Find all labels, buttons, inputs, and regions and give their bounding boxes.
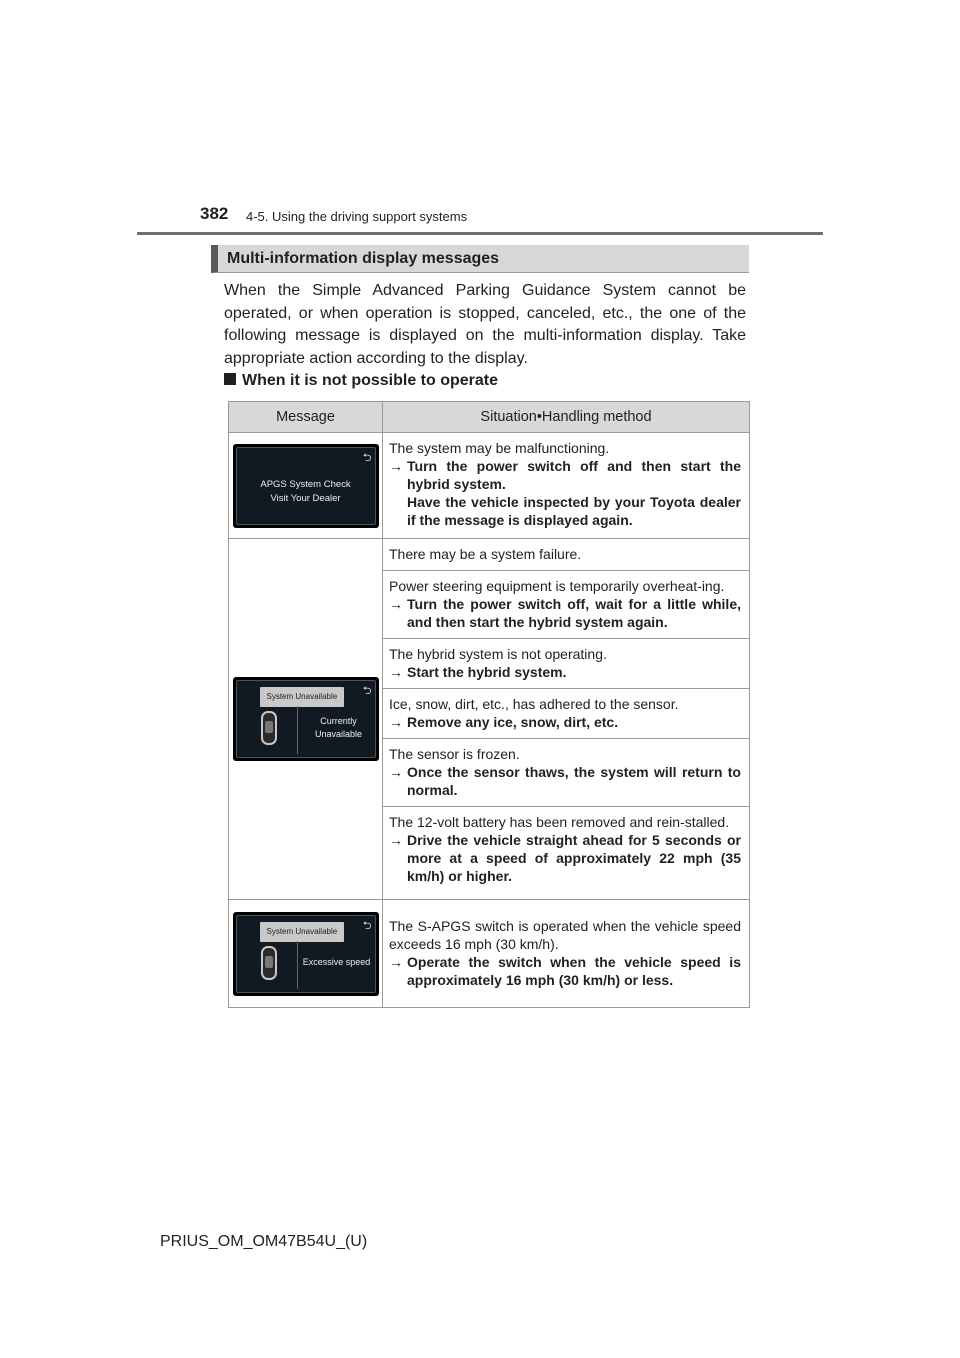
screen-line-1: APGS System Check (260, 478, 351, 490)
situation-text: The system may be malfunctioning. (389, 440, 610, 456)
handling-action (389, 595, 741, 631)
display-screen-excessive-speed (233, 912, 379, 996)
action-text: Start the hybrid system. (407, 664, 567, 680)
vehicle-icon (261, 711, 277, 745)
header-rule (137, 232, 823, 235)
footer-code: PRIUS_OM_OM47B54U_(U) (160, 1233, 368, 1250)
handling-action (389, 763, 741, 799)
table-row (229, 900, 750, 1008)
situation-text: The sensor is frozen. (389, 746, 520, 762)
situation-cell (383, 539, 750, 571)
screen-line-2: Unavailable (314, 729, 363, 739)
action-text: Operate the switch when the vehicle speed is approximately 16 mph (30 km/h) or less. (407, 954, 741, 988)
system-unavailable-label: System Unavailable (260, 922, 345, 942)
section-heading (211, 245, 749, 273)
message-image-cell (229, 539, 383, 900)
situation-text: The S-APGS switch is operated when the vehicle speed exceeds 16 mph (30 km/h). (389, 918, 741, 952)
situation-text: There may be a system failure. (389, 546, 582, 562)
action-text: Turn the power switch off, wait for a little while, and then start the hybrid system again. (407, 596, 741, 630)
situation-cell (383, 571, 750, 639)
arrow-icon: → (389, 764, 403, 780)
situation-text: Power steering equipment is temporarily overheat-ing. (389, 578, 725, 594)
screen-line-2: Visit Your Dealer (270, 492, 341, 504)
situation-text: Ice, snow, dirt, etc., has adhered to the sensor. (389, 696, 679, 712)
message-image-cell (229, 900, 383, 1008)
action-text: Remove any ice, snow, dirt, etc. (407, 714, 619, 730)
subheading (224, 372, 498, 390)
square-bullet-icon (224, 373, 236, 385)
back-arrow-icon: ⮌ (362, 919, 372, 932)
situation-cell (383, 807, 750, 900)
table-row (229, 539, 750, 571)
vehicle-icon (261, 946, 277, 980)
message-image-cell (229, 433, 383, 539)
handling-action (389, 663, 741, 681)
situation-cell (383, 639, 750, 689)
back-arrow-icon: ⮌ (362, 685, 372, 697)
display-screen-system-check (233, 444, 379, 528)
handling-action (389, 457, 741, 529)
table-row (229, 433, 750, 539)
action-text: Once the sensor thaws, the system will return to normal. (407, 764, 741, 798)
subheading-text: When it is not possible to operate (242, 372, 499, 389)
column-header-situation: Situation•Handling method (383, 402, 750, 433)
action-text: Drive the vehicle straight ahead for 5 seconds or more at a speed of approximately 22 mph (35 km/h) or higher. (407, 832, 741, 884)
situation-cell (383, 689, 750, 739)
divider (297, 941, 298, 989)
situation-cell (383, 433, 750, 539)
situation-cell (383, 739, 750, 807)
arrow-icon: → (389, 458, 403, 474)
table-header-row (229, 402, 750, 433)
handling-action (389, 953, 741, 989)
situation-text: The hybrid system is not operating. (389, 646, 607, 662)
arrow-icon: → (389, 954, 403, 970)
divider (297, 706, 298, 754)
chapter-title: 4-5. Using the driving support systems (246, 209, 468, 224)
message-table (228, 401, 750, 1008)
screen-line-1: Excessive speed (302, 956, 371, 967)
situation-text: The 12-volt battery has been removed and rein-stalled. (389, 814, 730, 830)
screen-line-1: Currently (320, 716, 357, 726)
arrow-icon: → (389, 664, 403, 680)
arrow-icon: → (389, 832, 403, 848)
action-text: Turn the power switch off and then start the hybrid system. Have the vehicle inspected by your Toyota dealer if the message is displayed again. (407, 458, 741, 528)
section-title: Multi-information display messages (227, 250, 500, 267)
system-unavailable-label: System Unavailable (260, 687, 345, 707)
page-number: 382 (200, 204, 229, 223)
situation-cell (383, 900, 750, 1008)
handling-action (389, 713, 741, 731)
back-arrow-icon: ⮌ (362, 451, 372, 464)
arrow-icon: → (389, 596, 403, 612)
arrow-icon: → (389, 714, 403, 730)
column-header-message: Message (229, 402, 383, 433)
display-screen-currently-unavailable (233, 677, 379, 761)
handling-action (389, 831, 741, 885)
intro-paragraph: When the Simple Advanced Parking Guidance System cannot be operated, or when operation is stopped, canceled, etc., the one of the following message is displayed on the multi-information display. Take appropriate action according to the display. (224, 282, 746, 367)
